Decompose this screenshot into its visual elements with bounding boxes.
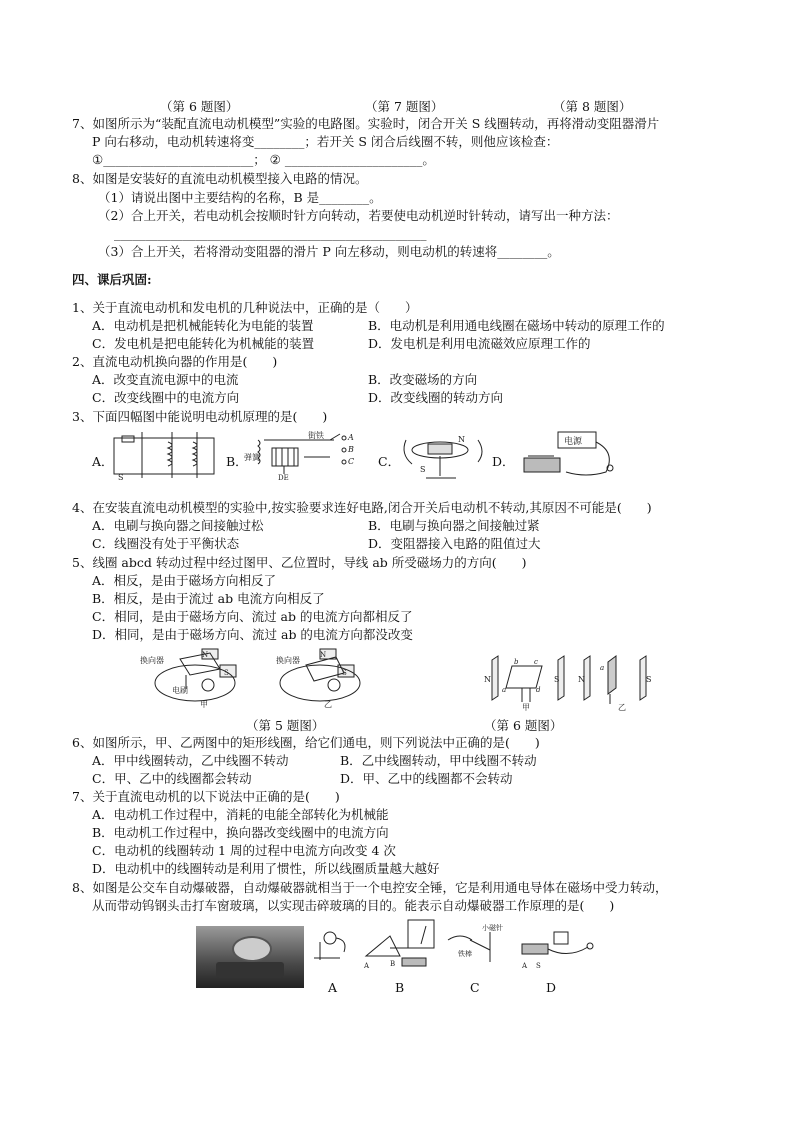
q6-figure-yi [578,648,658,710]
q8-line1: 8、如图是公交车自动爆破器，自动爆破器就相当于一个电控安全锤，它是利用通电导体在磁场中受力转动， [72,880,668,895]
svg-text:S: S [536,962,541,970]
q4-stem: 4、在安装直流电动机模型的实验中,按实验要求连好电路,闭合开关后电动机不转动,其原因不可能是( ) [72,500,652,515]
q8-line2: 从而带动钨钢头击打车窗玻璃，以实现击碎玻璃的目的。能表示自动爆破器工作原理的是( ) [92,898,615,913]
q7-option-c: C．电动机的线圈转动 1 周的过程中电流方向改变 4 次 [92,843,396,858]
q5-option-c: C．相同，是由于磁场方向、流过 ab 的电流方向都相反了 [92,609,413,624]
q3-figure-b [244,430,374,482]
q5-fig-jia-label: 甲 [200,700,208,709]
q3-figure-d [514,428,624,484]
q6-option-d: D．甲、乙中的线圈都不会转动 [340,771,513,786]
q3-fig-b-label-spring: 弹簧 [244,453,260,462]
q7-stem: 7、关于直流电动机的以下说法中正确的是( ) [72,789,340,804]
q7-option-d: D．电动机中的线圈转动是利用了惯性，所以线圈质量越大越好 [92,861,440,876]
q8-label-b: B [395,980,405,995]
svg-text:N: N [458,435,465,444]
q3-fig-b-label-de: DE [278,474,289,482]
svg-text:d: d [536,686,541,694]
svg-text:B: B [390,960,396,968]
svg-text:S: S [118,473,124,482]
q6-fig-yi-label: 乙 [618,703,626,712]
q6-option-b: B．乙中线圈转动，甲中线圈不转动 [340,753,537,768]
q5-option-d: D．相同，是由于磁场方向、流过 ab 的电流方向都没改变 [92,627,413,642]
q3-fig-b-label-armature: 街铁 [308,431,324,440]
caption-fig8-top: （第 8 题图） [553,99,632,114]
q6-figure-jia [482,648,572,710]
q8-figure-c [446,922,506,972]
q8-figure-b [360,918,440,974]
q4-option-d: D．变阻器接入电路的阻值过大 [368,536,541,551]
q8-label-c: C [470,980,480,995]
q3-label-c: C． [378,454,401,469]
svg-text:A: A [348,433,354,442]
q3-label-d: D． [492,454,515,469]
svg-text:A: A [364,962,370,970]
q5-figure-yi [276,645,386,707]
q2-option-c: C．改变线圈中的电流方向 [92,390,240,405]
q5-fig-jia-label-commutator: 换向器 [140,656,164,665]
q3-figure-c [398,428,488,484]
q8-fig-c-label-needle: 小磁针 [482,924,503,932]
caption-fig6: （第 6 题图） [484,718,563,733]
q8-label-a: A [328,980,338,995]
q2-stem: 2、直流电动机换向器的作用是( ) [72,354,278,369]
q7a-line3: ①________________________； ② ______________________。 [92,152,435,167]
q1-option-c: C．发电机是把电能转化为机械能的装置 [92,336,315,351]
q8a-line4: __________________________________________________ [114,226,427,241]
q8a-line3: （2）合上开关，若电动机会按顺时针方向转动，若要使电动机逆时针转动，请写出一种方法： [98,208,619,223]
q7a-line2: P 向右移动，电动机转速将变________；若开关 S 闭合后线圈不转，则他应该检查： [92,134,559,149]
q8a-line2: （1）请说出图中主要结构的名称，B 是________。 [98,190,382,205]
q8-photo-breaker [196,926,304,988]
q6-option-c: C．甲、乙中的线圈都会转动 [92,771,252,786]
q5-figure-jia [140,645,250,707]
svg-text:A: A [522,962,528,970]
q8-figure-d [518,924,598,972]
q8-label-d: D [546,980,557,995]
svg-text:S: S [224,669,229,677]
q3-fig-d-label-source: 电源 [564,437,583,447]
q1-option-a: A．电动机是把机械能转化为电能的装置 [92,318,314,333]
q3-label-a: A． [92,454,114,469]
q5-fig-yi-label-commutator: 换向器 [276,656,300,665]
q6-stem: 6、如图所示，甲、乙两图中的矩形线圈，给它们通电，则下列说法中正确的是( ) [72,735,540,750]
section-title: 四、课后巩固: [72,272,152,287]
q4-option-b: B．电刷与换向器之间接触过紧 [368,518,540,533]
caption-fig6-top: （第 6 题图） [160,99,239,114]
q3-label-b: B． [226,454,248,469]
caption-fig5: （第 5 题图） [246,718,325,733]
q5-option-b: B．相反，是由于流过 ab 电流方向相反了 [92,591,325,606]
svg-text:N: N [578,675,585,684]
q8a-line5: （3）合上开关，若将滑动变阻器的滑片 P 向左移动，则电动机的转速将________。 [98,244,560,259]
q2-option-d: D．改变线圈的转动方向 [368,390,504,405]
q4-option-c: C．线圈没有处于平衡状态 [92,536,240,551]
q5-stem: 5、线圈 abcd 转动过程中经过图甲、乙位置时，导线 ab 所受磁场力的方向( ) [72,555,527,570]
svg-text:a: a [600,664,605,672]
svg-text:N: N [320,651,327,659]
q1-option-b: B．电动机是利用通电线圈在磁场中转动的原理工作的 [368,318,665,333]
q4-option-a: A．电刷与换向器之间接触过松 [92,518,264,533]
q3-figure-a [112,430,222,482]
caption-fig7-top: （第 7 题图） [365,99,444,114]
svg-text:N: N [202,651,209,659]
q1-stem: 1、关于直流电动机和发电机的几种说法中，正确的是（ ） [72,300,418,315]
q7a-line1: 7、如图所示为“装配直流电动机模型”实验的电路图。实验时，闭合开关 S 线圈转动，再将滑动变阻器滑片 [72,116,660,131]
q6-fig-jia-label: 甲 [522,703,530,712]
q5-fig-yi-label: 乙 [324,700,332,709]
svg-text:B: B [348,445,354,454]
q2-option-a: A．改变直流电源中的电流 [92,372,239,387]
svg-text:b: b [514,658,519,666]
q2-option-b: B．改变磁场的方向 [368,372,478,387]
q7-option-a: A．电动机工作过程中，消耗的电能全部转化为机械能 [92,807,389,822]
q8a-line1: 8、如图是安装好的直流电动机模型接入电路的情况。 [72,171,368,186]
q8-fig-c-label-rod: 铁棒 [458,950,472,958]
q7-option-b: B．电动机工作过程中，换向器改变线圈中的电流方向 [92,825,389,840]
svg-text:N: N [484,675,491,684]
svg-text:S: S [646,675,652,684]
q5-option-a: A．相反，是由于磁场方向相反了 [92,573,277,588]
q5-fig-jia-label-brush: 电刷 [172,686,188,695]
svg-text:C: C [348,457,355,466]
svg-text:S: S [420,465,426,474]
svg-text:S: S [554,675,560,684]
svg-text:c: c [534,658,538,666]
q6-option-a: A．甲中线圈转动，乙中线圈不转动 [92,753,289,768]
q1-option-d: D．发电机是利用电流磁效应原理工作的 [368,336,591,351]
svg-text:a: a [502,686,507,694]
q3-stem: 3、下面四幅图中能说明电动机原理的是( ) [72,409,328,424]
svg-text:S: S [342,669,347,677]
q8-figure-a [310,928,354,972]
